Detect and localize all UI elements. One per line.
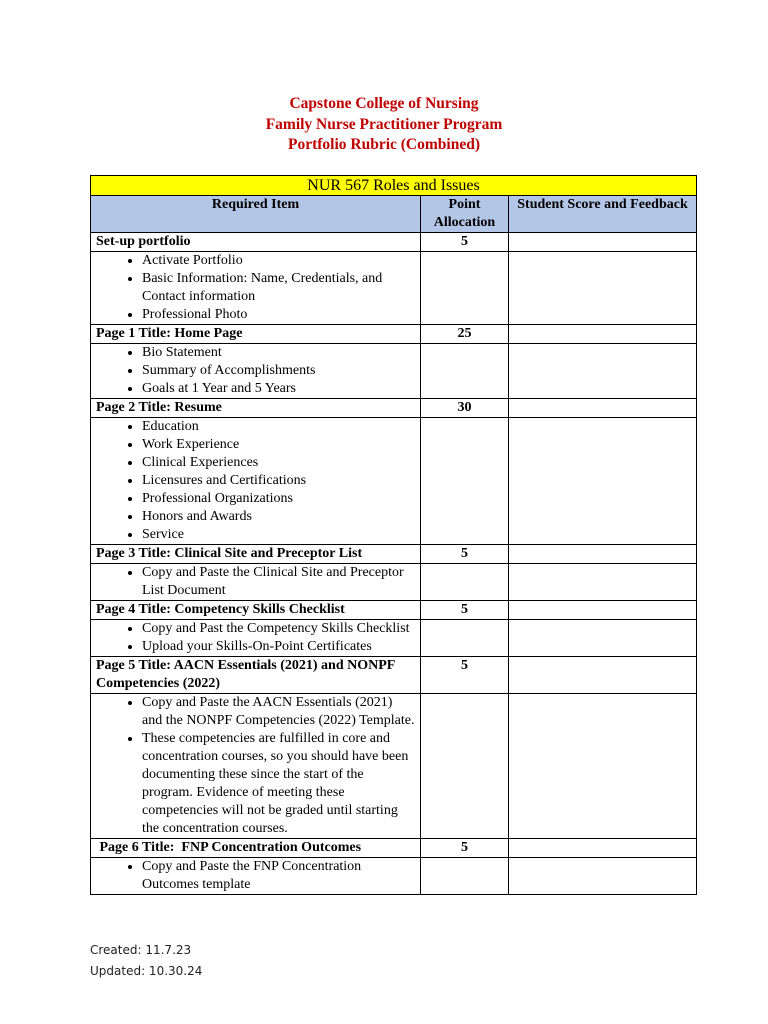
items-row: [91, 858, 697, 895]
item-list: [96, 620, 415, 656]
column-header-point-allocation: Point Allocation: [421, 196, 509, 233]
document-footer: [90, 940, 202, 982]
course-title: NUR 567 Roles and Issues: [91, 176, 697, 196]
section-points: 5: [421, 545, 509, 564]
points-cell: [421, 418, 509, 545]
section-points: 5: [421, 657, 509, 694]
document-header: [0, 94, 768, 156]
item-list: [96, 858, 415, 894]
item-list: [96, 418, 415, 544]
section-title: Page 6 Title: FNP Concentration Outcomes: [91, 839, 421, 858]
section-points: 5: [421, 601, 509, 620]
item-list: [96, 564, 415, 600]
list-item: • These competencies are fulfilled in core and concentration courses, so you should have been documenting these since the start of the program. Evidence of meeting these competencies will not be graded until starting the concentration courses.: [142, 730, 415, 838]
list-item: • Education: [142, 418, 415, 436]
section-row: [91, 399, 697, 418]
score-cell[interactable]: [509, 399, 697, 418]
list-item: • Copy and Past the Competency Skills Checklist: [142, 620, 415, 638]
points-cell: [421, 344, 509, 399]
list-item: • Professional Organizations: [142, 490, 415, 508]
items-row: [91, 564, 697, 601]
section-title: Set-up portfolio: [91, 233, 421, 252]
score-cell[interactable]: [509, 344, 697, 399]
score-cell[interactable]: [509, 694, 697, 839]
section-row: [91, 657, 697, 694]
section-points: 30: [421, 399, 509, 418]
section-row: [91, 601, 697, 620]
score-cell[interactable]: [509, 252, 697, 325]
section-title: Page 4 Title: Competency Skills Checklist: [91, 601, 421, 620]
score-cell[interactable]: [509, 325, 697, 344]
list-item: • Bio Statement: [142, 344, 415, 362]
section-points: 5: [421, 839, 509, 858]
list-item: • Copy and Paste the FNP Concentration Outcomes template: [142, 858, 415, 894]
rubric-title: Portfolio Rubric (Combined): [287, 136, 480, 153]
section-points: 25: [421, 325, 509, 344]
list-item: • Summary of Accomplishments: [142, 362, 415, 380]
points-cell: [421, 564, 509, 601]
list-item: • Copy and Paste the Clinical Site and Preceptor List Document: [142, 564, 415, 600]
section-title: Page 3 Title: Clinical Site and Preceptor List: [91, 545, 421, 564]
list-item: • Copy and Paste the AACN Essentials (2021) and the NONPF Competencies (2022) Template.: [142, 694, 415, 730]
points-cell: [421, 620, 509, 657]
score-cell[interactable]: [509, 564, 697, 601]
items-row: [91, 252, 697, 325]
section-row: [91, 325, 697, 344]
items-row: [91, 418, 697, 545]
program-name: Family Nurse Practitioner Program: [265, 115, 503, 133]
column-header-row: [91, 196, 697, 233]
score-cell[interactable]: [509, 545, 697, 564]
section-points: 5: [421, 233, 509, 252]
score-cell[interactable]: [509, 657, 697, 694]
column-header-student-score: Student Score and Feedback: [509, 196, 697, 233]
created-date: Created: 11.7.23: [90, 943, 192, 957]
item-list: [96, 344, 415, 398]
score-cell[interactable]: [509, 839, 697, 858]
section-title: Page 1 Title: Home Page: [91, 325, 421, 344]
items-row: [91, 344, 697, 399]
item-list: [96, 252, 415, 324]
points-cell: [421, 252, 509, 325]
score-cell[interactable]: [509, 418, 697, 545]
list-item: • Basic Information: Name, Credentials, and Contact information: [142, 270, 415, 306]
section-row: [91, 839, 697, 858]
list-item: • Licensures and Certifications: [142, 472, 415, 490]
list-item: • Goals at 1 Year and 5 Years: [142, 380, 415, 398]
items-row: [91, 694, 697, 839]
column-header-required-item: Required Item: [91, 196, 421, 233]
list-item: • Clinical Experiences: [142, 454, 415, 472]
section-row: [91, 233, 697, 252]
score-cell[interactable]: [509, 620, 697, 657]
item-list: [96, 694, 415, 838]
points-cell: [421, 858, 509, 895]
points-cell: [421, 694, 509, 839]
list-item: • Work Experience: [142, 436, 415, 454]
score-cell[interactable]: [509, 858, 697, 895]
score-cell[interactable]: [509, 601, 697, 620]
section-row: [91, 545, 697, 564]
list-item: • Honors and Awards: [142, 508, 415, 526]
section-title: Page 2 Title: Resume: [91, 399, 421, 418]
rubric-table: [90, 175, 697, 895]
score-cell[interactable]: [509, 233, 697, 252]
list-item: • Upload your Skills-On-Point Certificates: [142, 638, 415, 656]
college-name: Capstone College of Nursing: [289, 95, 479, 112]
list-item: • Service: [142, 526, 415, 544]
updated-date: Updated: 10.30.24: [90, 964, 203, 978]
list-item: • Activate Portfolio: [142, 252, 415, 270]
section-title: Page 5 Title: AACN Essentials (2021) and NONPF Competencies (2022): [91, 657, 421, 694]
list-item: • Professional Photo: [142, 306, 415, 324]
items-row: [91, 620, 697, 657]
